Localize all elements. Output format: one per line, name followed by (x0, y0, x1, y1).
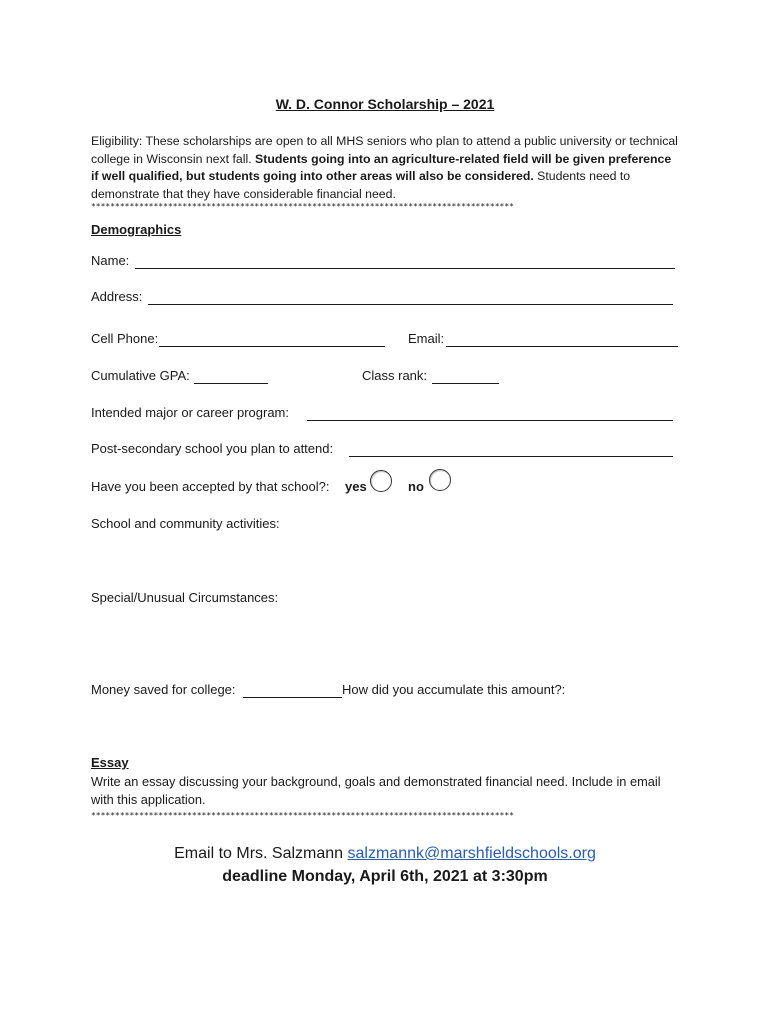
money-saved-field[interactable] (243, 697, 342, 698)
eligibility-text-end: Students need to demonstrate that they have considerable financial need. (91, 169, 631, 201)
yes-radio[interactable] (370, 470, 392, 492)
separator-bottom: **************************************************************************************** (91, 811, 514, 820)
major-field[interactable] (307, 420, 673, 421)
email-link[interactable]: salzmannk@marshfieldschools.org (347, 845, 596, 862)
yes-label: yes (345, 479, 367, 494)
major-label: Intended major or career program: (91, 405, 289, 420)
gpa-field[interactable] (194, 383, 268, 384)
cell-phone-field[interactable] (159, 346, 385, 347)
deadline-text: deadline Monday, April 6th, 2021 at 3:30pm (222, 868, 548, 885)
name-field[interactable] (135, 268, 675, 269)
eligibility-text-bold: Students going into an agriculture-related field will be given preference if well qualified, but students going into other areas will also be considered. (91, 151, 672, 184)
class-rank-field[interactable] (432, 383, 499, 384)
email-prefix: Email to Mrs. Salzmann (174, 845, 348, 862)
separator-top: **************************************************************************************** (91, 202, 514, 211)
school-label: Post-secondary school you plan to attend: (91, 441, 334, 456)
no-radio[interactable] (429, 469, 451, 491)
address-label: Address: (91, 289, 143, 304)
school-field[interactable] (349, 456, 673, 457)
class-rank-label: Class rank: (362, 368, 428, 383)
email-label: Email: (408, 331, 445, 346)
no-label: no (408, 479, 424, 494)
cell-phone-label: Cell Phone: (91, 331, 159, 346)
eligibility-text-start: Eligibility: These scholarships are open to all MHS seniors who plan to attend a public university or technical college in Wisconsin next fall. (91, 134, 678, 166)
email-field[interactable] (446, 346, 678, 347)
money-saved-label: Money saved for college: (91, 682, 236, 697)
accepted-label: Have you been accepted by that school?: (91, 479, 330, 494)
circumstances-label: Special/Unusual Circumstances: (91, 590, 279, 605)
activities-label: School and community activities: (91, 516, 280, 531)
gpa-label: Cumulative GPA: (91, 368, 190, 383)
essay-instructions: Write an essay discussing your background, goals and demonstrated financial need. Include in email with this application. (91, 774, 661, 807)
email-instruction (0, 845, 770, 863)
demographics-heading: Demographics (91, 222, 182, 237)
name-label: Name: (91, 253, 130, 268)
essay-heading: Essay (91, 755, 129, 770)
eligibility-paragraph (91, 133, 681, 203)
address-field[interactable] (148, 304, 673, 305)
form-title: W. D. Connor Scholarship – 2021 (275, 96, 495, 112)
accumulate-label: How did you accumulate this amount?: (342, 682, 566, 697)
